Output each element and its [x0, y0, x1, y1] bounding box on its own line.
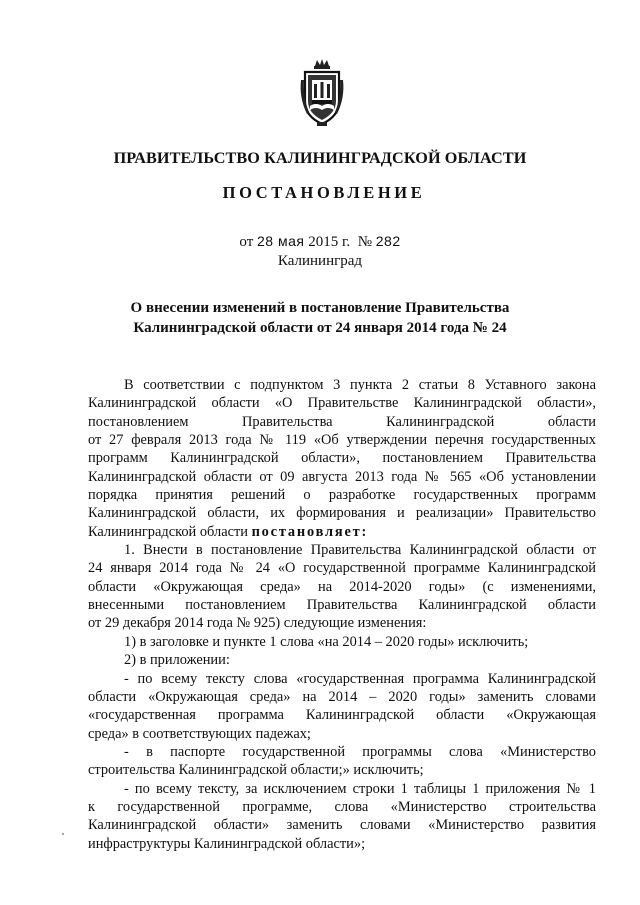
document-number: 282	[375, 233, 401, 249]
body-line: Калининградской области, их формирования и реализации» Правительство	[88, 505, 596, 522]
body-line: В соответствии с подпунктом 3 пункта 2 статьи 8 Уставного закона	[124, 377, 596, 393]
body-line: инфраструктуры Калининградской области»;	[88, 835, 366, 852]
body-line: от 27 февраля 2013 года № 119 «Об утверждении перечня государственных	[88, 432, 596, 449]
body-line: программ Калининградской области», постановлением Правительства	[88, 450, 596, 467]
body-line: Калининградской области от 09 августа 2013 года № 565 «Об установлении	[88, 468, 596, 485]
body-line	[88, 523, 596, 541]
date-value: 28 мая	[257, 233, 305, 249]
document-body	[88, 376, 596, 853]
list-item: 2) в приложении:	[124, 652, 230, 669]
subject-line-1: О внесении изменений в постановление Правительства	[130, 300, 510, 316]
body-line: среда» в соответствующих падежах;	[88, 725, 311, 742]
body-line: строительства Калининградской области;» исключить;	[88, 762, 424, 779]
date-line	[0, 233, 640, 251]
body-line: - по всему тексту слова «государственная программа Калининградской	[124, 670, 596, 687]
body-line: Калининградской области» заменить словами «Министерство развития	[88, 817, 596, 834]
body-line: 1. Внести в постановление Правительства Калининградской области от	[124, 542, 596, 559]
body-line: области «Окружающая среда» на 2014-2020 годы» (с изменениями,	[88, 578, 596, 595]
body-line: - по всему тексту, за исключением строки 1 таблицы 1 приложения № 1	[124, 780, 596, 797]
body-line-prefix: Калининградской области	[88, 523, 248, 540]
city: Калининград	[277, 253, 363, 269]
date-prefix: от	[239, 234, 254, 250]
document-type: ПОСТАНОВЛЕНИЕ	[222, 183, 426, 202]
body-line: «государственная программа Калининградской области «Окружающая	[88, 707, 596, 724]
coat-of-arms-emblem	[297, 58, 347, 128]
body-line: области «Окружающая среда» на 2014 – 2020 годы» заменить словами	[88, 688, 596, 705]
body-line: 24 января 2014 года № 24 «О государственной программе Калининградской	[88, 560, 596, 577]
body-line: к государственной программе, слова «Министерство строительства	[88, 798, 596, 815]
scan-speck	[62, 833, 64, 835]
body-line: - в паспорте государственной программы слова «Министерство	[124, 743, 596, 760]
body-line: постановлением Правительства Калининградской области	[88, 413, 596, 430]
subject-line-2: Калининградской области от 24 января 2014 года № 24	[133, 320, 507, 336]
body-line: внесенными постановлением Правительства Калининградской области	[88, 597, 596, 614]
government-title: ПРАВИТЕЛЬСТВО КАЛИНИНГРАДСКОЙ ОБЛАСТИ	[113, 149, 527, 167]
resolution-keyword: постановляет:	[251, 523, 369, 540]
body-line: Калининградской области «О Правительстве Калининградской области»,	[88, 395, 596, 412]
body-line: от 29 декабря 2014 года № 925) следующие изменения:	[88, 615, 427, 632]
date-year: 2015 г.	[308, 234, 351, 250]
number-prefix: №	[357, 234, 372, 250]
body-line: порядка принятия решений о разработке государственных программ	[88, 487, 596, 504]
list-item: 1) в заголовке и пункте 1 слова «на 2014 – 2020 годы» исключить;	[124, 633, 529, 650]
